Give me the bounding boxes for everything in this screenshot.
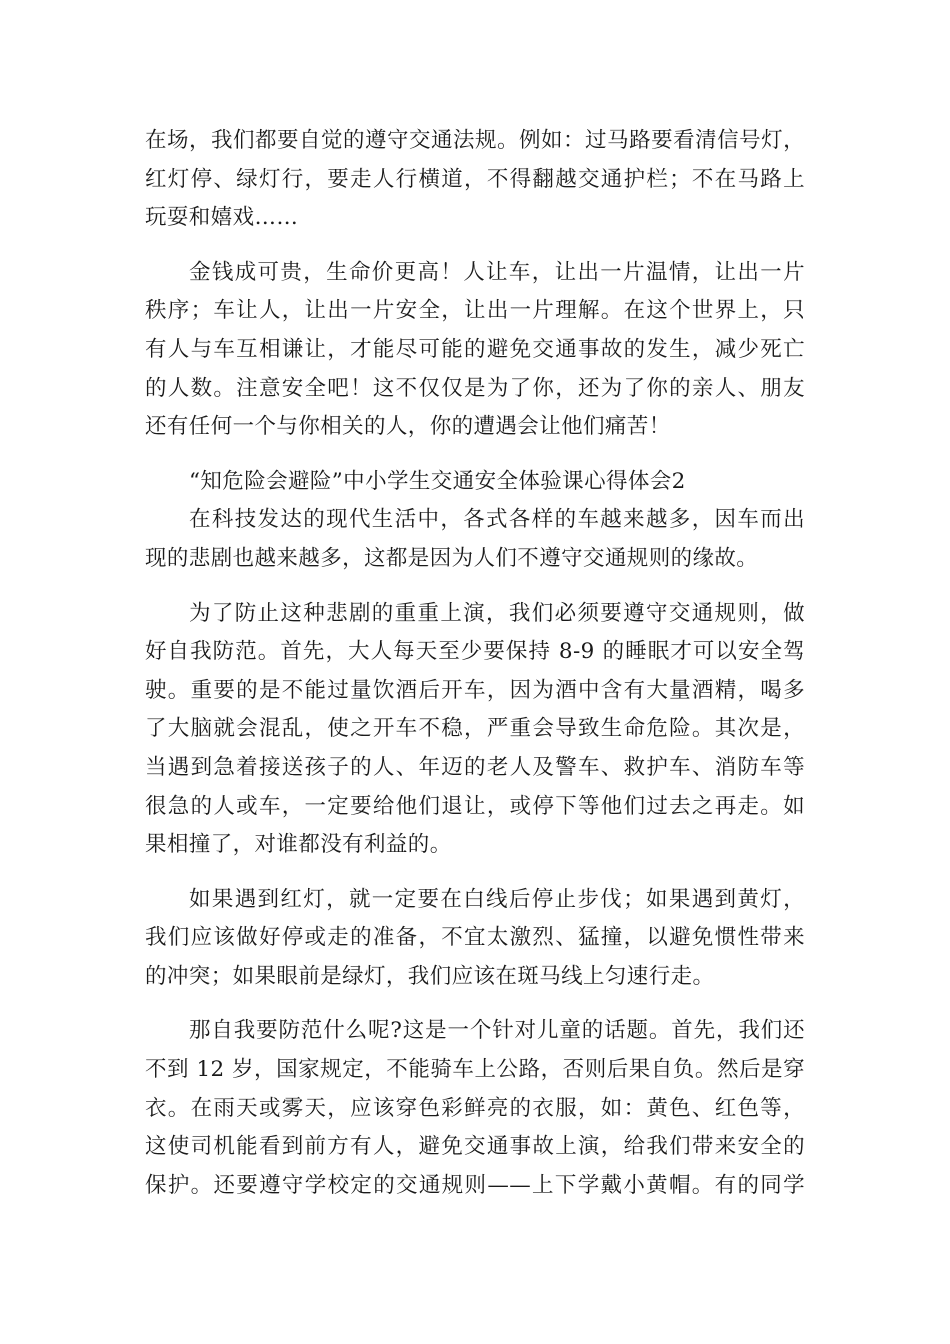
text-line: 在场，我们都要自觉的遵守交通法规。例如：过马路要看清信号灯，	[145, 128, 805, 153]
text-line: 很急的人或车，一定要给他们退让，或停下等他们过去之再走。如	[145, 793, 805, 819]
text-line: 驶。重要的是不能过量饮酒后开车，因为酒中含有大量酒精，喝多	[145, 677, 805, 703]
text-line: 这使司机能看到前方有人，避免交通事故上演，给我们带来安全的	[145, 1134, 805, 1160]
text-line: 好自我防范。首先，大人每天至少要保持 8-9 的睡眠才可以安全驾	[145, 639, 805, 665]
text-line: 果相撞了，对谁都没有利益的。	[145, 832, 452, 858]
paragraph-6	[145, 1012, 805, 1205]
document-page	[145, 122, 805, 1205]
text-line: 在科技发达的现代生活中，各式各样的车越来越多，因车而出	[189, 507, 805, 533]
section-heading: “知危险会避险”中小学生交通安全体验课心得体会2	[189, 468, 686, 494]
paragraph-1	[145, 122, 805, 238]
text-line: 现的悲剧也越来越多，这都是因为人们不遵守交通规则的缘故。	[145, 545, 759, 571]
text-line: 衣。在雨天或雾天，应该穿色彩鲜亮的衣服，如：黄色、红色等，	[145, 1095, 805, 1121]
text-line: 如果遇到红灯，就一定要在白线后停止步伐；如果遇到黄灯，	[189, 886, 805, 912]
paragraph-2	[145, 254, 805, 447]
paragraph-3	[145, 501, 805, 578]
text-line: 了大脑就会混乱，使之开车不稳，严重会导致生命危险。其次是，	[145, 716, 805, 742]
text-line: 玩耍和嬉戏……	[145, 205, 299, 231]
text-line: 为了防止这种悲剧的重重上演，我们必须要遵守交通规则，做	[189, 600, 805, 626]
text-line: 金钱成可贵，生命价更高！人让车，让出一片温情，让出一片	[189, 259, 805, 285]
text-line: 当遇到急着接送孩子的人、年迈的老人及警车、救护车、消防车等	[145, 754, 805, 780]
text-line: 保护。还要遵守学校定的交通规则——上下学戴小黄帽。有的同学	[145, 1172, 805, 1198]
text-line: 有人与车互相谦让，才能尽可能的避免交通事故的发生，减少死亡	[145, 336, 805, 362]
paragraph-4	[145, 595, 805, 865]
text-line: 我们应该做好停或走的准备，不宜太激烈、猛撞，以避免惯性带来	[145, 925, 805, 951]
text-line: 红灯停、绿灯行，要走人行横道，不得翻越交通护栏；不在马路上	[145, 166, 805, 192]
text-line: 不到 12 岁，国家规定，不能骑车上公路，否则后果自负。然后是穿	[145, 1057, 805, 1083]
text-line: 还有任何一个与你相关的人，你的遭遇会让他们痛苦！	[145, 414, 671, 440]
text-line: 的人数。注意安全吧！这不仅仅是为了你，还为了你的亲人、朋友	[145, 375, 805, 401]
text-line: 秩序；车让人，让出一片安全，让出一片理解。在这个世界上，只	[145, 298, 805, 324]
text-line: 那自我要防范什么呢?这是一个针对儿童的话题。首先，我们还	[189, 1018, 805, 1044]
text-line: 的冲突；如果眼前是绿灯，我们应该在斑马线上匀速行走。	[145, 963, 715, 989]
paragraph-5	[145, 881, 805, 997]
